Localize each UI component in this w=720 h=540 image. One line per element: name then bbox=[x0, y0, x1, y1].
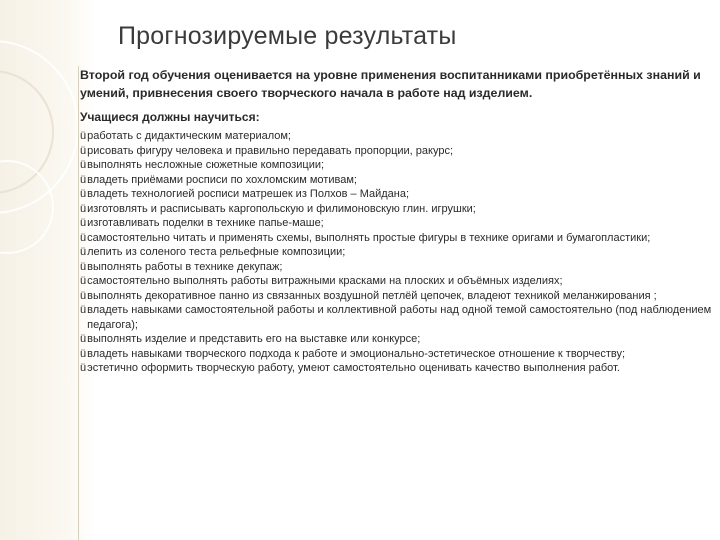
checkmark-icon: ü bbox=[80, 246, 87, 258]
skill-list-item bbox=[80, 231, 712, 246]
vertical-divider bbox=[78, 66, 79, 540]
skill-text: эстетично оформить творческую работу, умеют самостоятельно оценивать качество выполнения работ. bbox=[87, 362, 620, 374]
skill-list-item bbox=[80, 332, 712, 347]
skill-list-item bbox=[80, 173, 712, 188]
checkmark-icon: ü bbox=[80, 260, 87, 273]
skill-text: владеть навыками самостоятельной работы и коллективной работы над одной темой самостоятельно (под наблюдением педагога); bbox=[87, 304, 712, 331]
skill-text: самостоятельно выполнять работы витражными красками на плоских и объёмных изделиях; bbox=[87, 275, 563, 287]
checkmark-icon: ü bbox=[80, 173, 87, 186]
checkmark-icon: ü bbox=[80, 231, 87, 244]
skill-list-item bbox=[80, 158, 712, 173]
checkmark-icon: ü bbox=[80, 289, 87, 302]
skill-text: самостоятельно читать и применять схемы, выполнять простые фигуры в технике оригами и бумагопластики; bbox=[87, 231, 651, 244]
skill-text: выполнять декоративное панно из связанных воздушной петлёй цепочек, владеют техникой меланжирования ; bbox=[87, 289, 657, 302]
skill-list-item bbox=[80, 216, 712, 231]
checkmark-icon: ü bbox=[80, 304, 87, 316]
skill-text: владеть приёмами росписи по хохломским мотивам; bbox=[87, 173, 357, 186]
checkmark-icon: ü bbox=[80, 202, 87, 215]
skill-list-item bbox=[80, 187, 712, 202]
skills-subheading: Учащиеся должны научиться: bbox=[80, 110, 260, 124]
skill-list-item bbox=[80, 274, 712, 289]
checkmark-icon: ü bbox=[80, 130, 87, 142]
skill-list-item bbox=[80, 289, 712, 304]
slide-content bbox=[80, 67, 712, 376]
skill-list-item bbox=[80, 144, 712, 159]
skill-text: лепить из соленого теста рельефные композиции; bbox=[87, 246, 346, 258]
skill-list-item bbox=[80, 129, 712, 144]
skill-text: владеть технологией росписи матрешек из Полхов – Майдана; bbox=[87, 188, 410, 200]
checkmark-icon: ü bbox=[80, 333, 87, 345]
slide-title: Прогнозируемые результаты bbox=[118, 22, 457, 50]
checkmark-icon: ü bbox=[80, 217, 87, 229]
checkmark-icon: ü bbox=[80, 362, 87, 374]
skill-list-item bbox=[80, 347, 712, 362]
skill-text: рисовать фигуру человека и правильно передавать пропорции, ракурс; bbox=[87, 144, 454, 157]
checkmark-icon: ü bbox=[80, 159, 87, 171]
skill-list-item bbox=[80, 303, 712, 332]
skill-text: работать с дидактическим материалом; bbox=[87, 130, 291, 142]
checkmark-icon: ü bbox=[80, 347, 87, 360]
skill-list-item bbox=[80, 245, 712, 260]
skill-text: изготовлять и расписывать каргопольскую и филимоновскую глин. игрушки; bbox=[87, 202, 476, 215]
skill-text: выполнять изделие и представить его на выставке или конкурсе; bbox=[87, 333, 421, 345]
intro-paragraph: Второй год обучения оценивается на уровне применения воспитанниками приобретённых знаний и умений, привнесения своего творческого начала в работе над изделием. bbox=[80, 68, 701, 100]
checkmark-icon: ü bbox=[80, 275, 87, 287]
skill-text: владеть навыками творческого подхода к работе и эмоционально-эстетическое отношение к творчеству; bbox=[87, 347, 626, 360]
checkmark-icon: ü bbox=[80, 144, 87, 157]
skill-list-item bbox=[80, 361, 712, 376]
skill-text: выполнять работы в технике декупаж; bbox=[87, 260, 283, 273]
skill-list-item bbox=[80, 202, 712, 217]
skill-text: выполнять несложные сюжетные композиции; bbox=[87, 159, 325, 171]
skills-list bbox=[80, 129, 712, 376]
skill-list-item bbox=[80, 260, 712, 275]
skill-text: изготавливать поделки в технике папье-маше; bbox=[87, 217, 324, 229]
checkmark-icon: ü bbox=[80, 188, 87, 200]
